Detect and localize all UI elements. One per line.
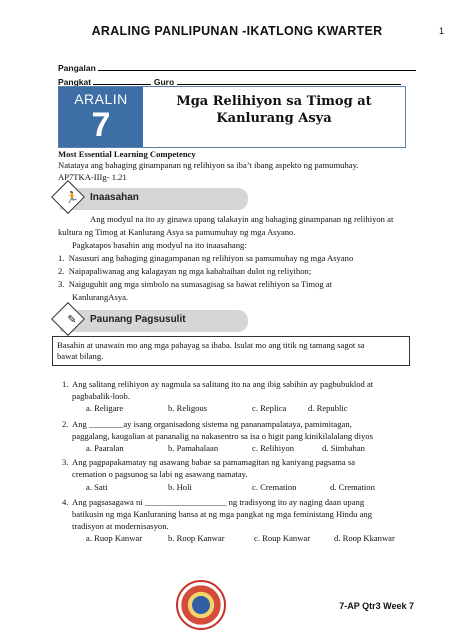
instruction-line-1: Basahin at unawain mo ang mga pahayag sa ibaba. Isulat mo ang titik ng tamang sagot sa xyxy=(57,340,365,350)
option[interactable]: a. Sati xyxy=(86,482,108,492)
option[interactable]: a. Ruop Kanwar xyxy=(86,533,143,543)
option[interactable]: c. Replica xyxy=(252,403,287,413)
guro-blank[interactable] xyxy=(177,76,401,85)
option[interactable]: b. Roop Kanwar xyxy=(168,533,225,543)
pangalan-row xyxy=(58,62,416,73)
test-icon: ✎ xyxy=(67,313,77,326)
option[interactable]: b. Pamahalaan xyxy=(168,443,219,453)
question-2: 2. Ang ________ay isang organisadong sistema ng pananampalataya, pamimitagan, paggalang, kaugalian at pananalig na nakasentro sa isa o higit pang kinikilalalang diyos xyxy=(62,419,373,441)
objective-item: 1. Nasusuri ang bahaging ginagampanan ng relihiyon sa pamumuhay ng mga Asyano xyxy=(58,253,354,263)
question-4: 4. Ang pagsasagawa ni ___________________ ng tradisyong ito ay naging daan upang batikusin ng mga Kanluraning bansa at ng mga pangkat ng mga feministang Hindu ang tradisyon at modernisasyon. xyxy=(62,497,373,531)
question-1: 1. Ang salitang relihiyon ay nagmula sa salitang ito na ang ibig sabihin ay pagbubuklod at pagbabalik-loob. xyxy=(62,379,374,401)
competency-code: AP7TKA-IIIg- 1.21 xyxy=(58,172,127,182)
page-number: 1 xyxy=(438,26,444,36)
lesson-title-box xyxy=(58,86,406,148)
question-3: 3. Ang pagpapakamatay ng asawang babae sa pamamagitan ng kaniyang pagsama sa cremation o pagsunog sa labi ng asawang namatay. xyxy=(62,457,356,479)
inaasahan-label: Inaasahan xyxy=(90,192,139,203)
objective-item: 3. Naiguguhit ang mga simbolo na sumasagisag sa bawat relihiyon sa Timog at xyxy=(58,279,333,289)
option[interactable]: d. Republic xyxy=(308,403,348,413)
schools-division-seal-logo xyxy=(176,580,226,630)
inaasahan-banner xyxy=(60,188,248,210)
instruction-line-2: bawat bilang. xyxy=(57,351,104,361)
runner-icon: 🏃 xyxy=(65,191,79,204)
objective-item-cont: KanlurangAsya. xyxy=(72,292,129,302)
paunang-label: Paunang Pagsusulit xyxy=(90,314,186,325)
option[interactable]: d. Simbahan xyxy=(322,443,365,453)
option[interactable]: a. Paaralan xyxy=(86,443,124,453)
competency-heading: Most Essential Learning Competency xyxy=(58,149,196,159)
seal-center xyxy=(192,596,210,614)
aralin-word: ARALIN xyxy=(74,91,128,107)
option[interactable]: a. Religare xyxy=(86,403,124,413)
paunang-banner xyxy=(60,310,248,332)
aralin-number: 7 xyxy=(91,106,111,144)
page-header-title: ARALING PANLIPUNAN -IKATLONG KWARTER xyxy=(91,24,383,38)
pangkat-blank[interactable] xyxy=(93,76,151,85)
lesson-title: Mga Relihiyon sa Timog at Kanlurang Asya xyxy=(176,94,372,126)
inaasahan-intro-2: kultura ng Timog at Kanlurang Asya sa pamumuhay ng mga Asyano. xyxy=(58,227,296,237)
objective-item: 2. Naipapaliwanag ang kalagayan ng mga kababaihan dulot ng reliyihon; xyxy=(58,266,312,276)
pangalan-blank[interactable] xyxy=(98,62,416,71)
footer-label: 7-AP Qtr3 Week 7 xyxy=(339,601,414,611)
option[interactable]: d. Cremation xyxy=(330,482,375,492)
instruction-box xyxy=(52,336,410,366)
option[interactable]: b. Religous xyxy=(168,403,208,413)
pangkat-label: Pangkat xyxy=(58,77,92,87)
option[interactable]: c. Relihiyon xyxy=(252,443,295,453)
option[interactable]: c. Cremation xyxy=(252,482,297,492)
competency-text: Natataya ang bahaging ginampanan ng relihiyon sa iba’t ibang aspekto ng pamumuhay. xyxy=(58,160,359,170)
option[interactable]: d. Roop Kkanwar xyxy=(334,533,395,543)
pangalan-label: Pangalan xyxy=(58,63,96,73)
aralin-tag xyxy=(59,87,143,147)
inaasahan-intro-1: Ang modyul na ito ay ginawa upang talakayin ang bahaging ginampanan ng relihiyon at xyxy=(90,214,394,224)
option[interactable]: c. Roup Kanwar xyxy=(254,533,311,543)
inaasahan-after: Pagkatapos basahin ang modyul na ito inaasahang: xyxy=(72,240,247,250)
guro-label: Guro xyxy=(153,77,175,87)
option[interactable]: b. Holi xyxy=(168,482,192,492)
